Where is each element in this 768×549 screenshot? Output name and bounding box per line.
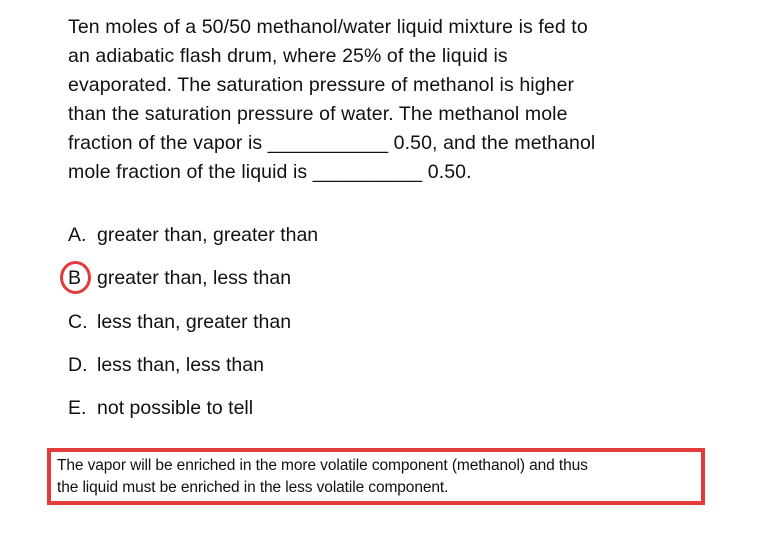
option-c[interactable] <box>68 310 318 334</box>
explanation-line-2: the liquid must be enriched in the less volatile component. <box>57 479 449 496</box>
question-line-6: mole fraction of the liquid is __________ 0.50. <box>68 161 472 183</box>
question-text <box>68 13 728 187</box>
explanation-box <box>47 448 705 505</box>
selected-answer-circle: B <box>68 266 97 290</box>
option-a-text: greater than, greater than <box>97 224 319 246</box>
option-b[interactable] <box>68 266 318 290</box>
explanation-line-1: The vapor will be enriched in the more volatile component (methanol) and thus <box>57 457 588 474</box>
answer-options-list <box>68 223 318 439</box>
option-c-letter: C. <box>68 310 88 333</box>
option-e-text: not possible to tell <box>97 397 254 420</box>
option-a[interactable] <box>68 223 318 247</box>
option-d-text: less than, less than <box>97 353 264 376</box>
option-e[interactable] <box>68 396 318 420</box>
option-d[interactable] <box>68 353 318 377</box>
option-e-letter: E. <box>68 397 87 420</box>
option-c-text: less than, greater than <box>97 310 292 333</box>
question-line-1: Ten moles of a 50/50 methanol/water liquid mixture is fed to <box>68 16 588 38</box>
question-line-3: evaporated. The saturation pressure of methanol is higher <box>68 74 575 96</box>
option-a-letter: A. <box>68 224 87 246</box>
question-line-5: fraction of the vapor is ___________ 0.50, and the methanol <box>68 132 596 154</box>
option-d-letter: D. <box>68 353 88 376</box>
question-line-4: than the saturation pressure of water. The methanol mole <box>68 103 568 125</box>
question-line-2: an adiabatic flash drum, where 25% of the liquid is <box>68 45 508 67</box>
option-b-text: greater than, less than <box>97 267 292 290</box>
